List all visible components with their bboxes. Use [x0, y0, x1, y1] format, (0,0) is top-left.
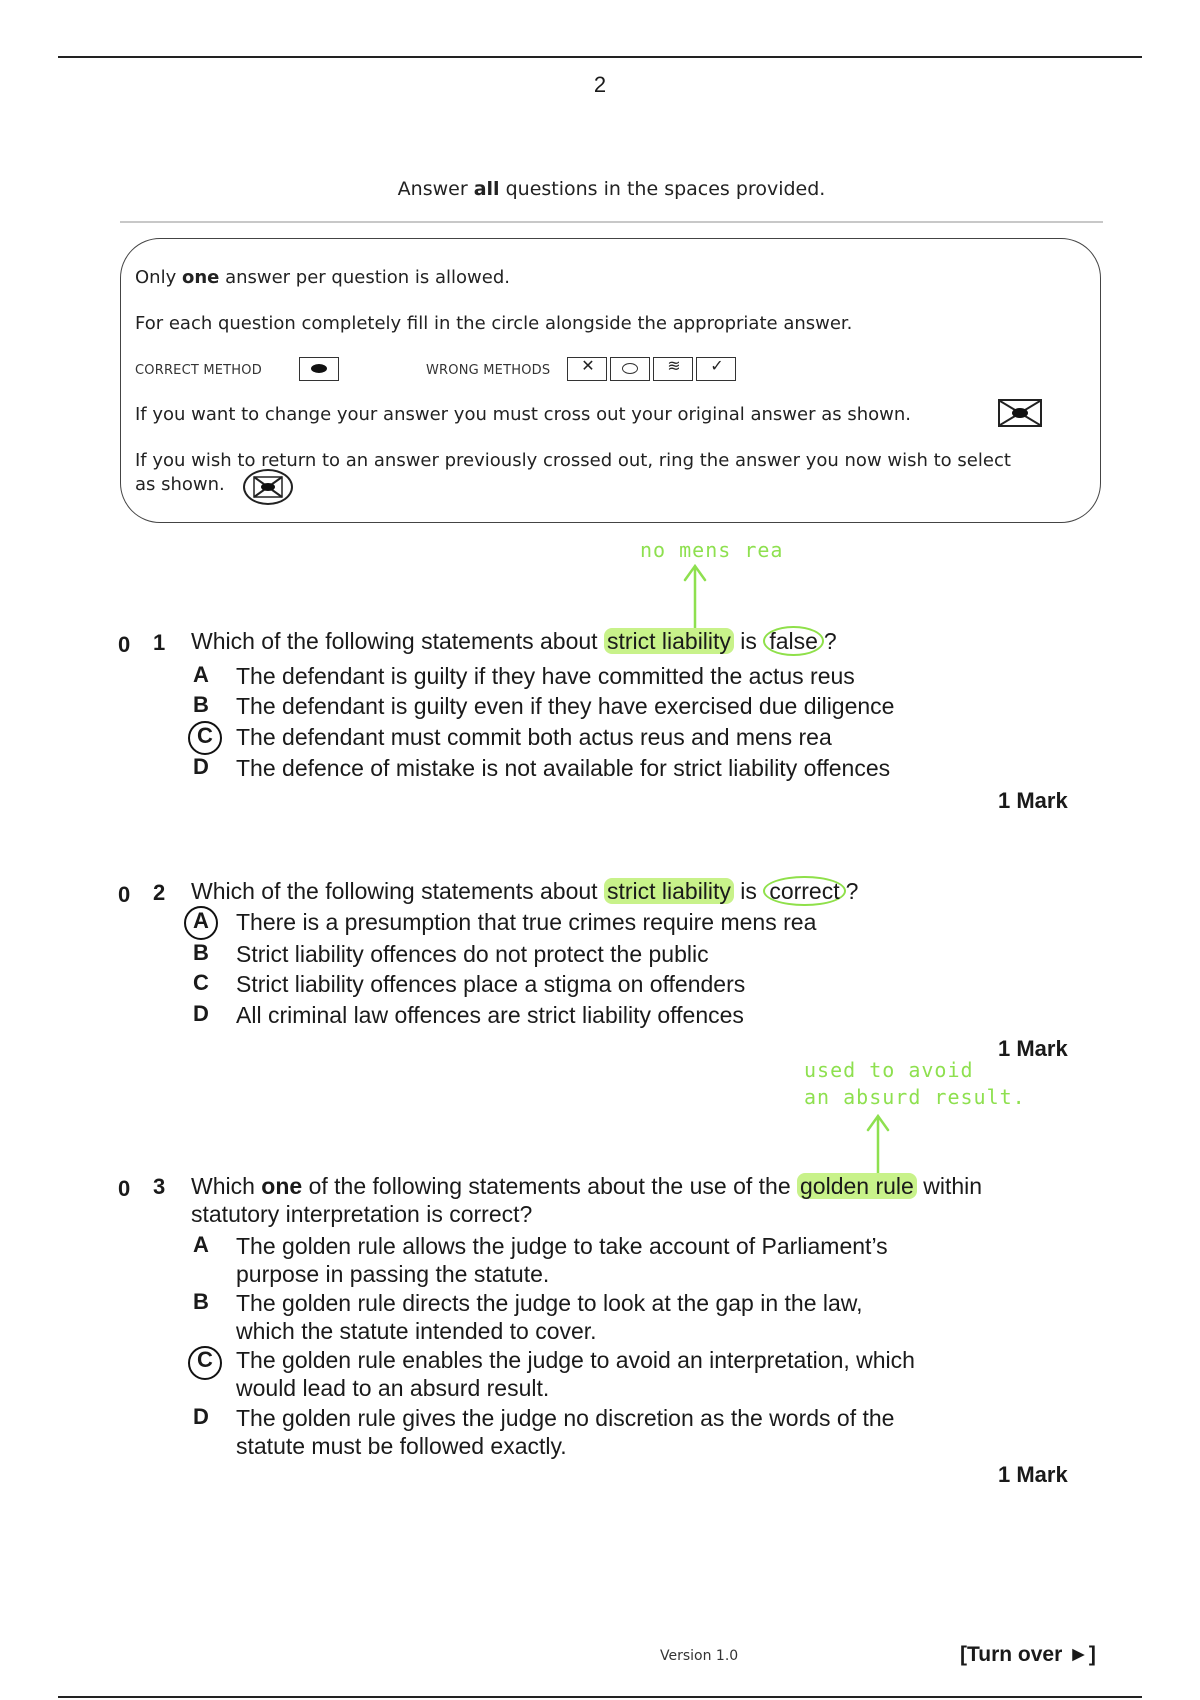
- q2-option-a-letter[interactable]: A: [193, 908, 209, 933]
- highlight-golden-rule: golden rule: [797, 1173, 917, 1199]
- highlight-strict-liability: strict liability: [604, 628, 734, 654]
- q3-option-b-letter[interactable]: B: [193, 1289, 209, 1314]
- q1-option-d-letter[interactable]: D: [193, 754, 209, 779]
- crossed-out-example: [998, 399, 1042, 427]
- q3-option-d-line2: statute must be followed exactly.: [236, 1433, 567, 1459]
- q1-option-b-text: The defendant is guilty even if they have exercised due diligence: [236, 693, 895, 719]
- q3-option-c-line2: would lead to an absurd result.: [236, 1375, 550, 1401]
- q3-option-a-line1: The golden rule allows the judge to take account of Parliament’s: [236, 1233, 888, 1259]
- q2-option-c-text: Strict liability offences place a stigma on offenders: [236, 971, 746, 997]
- ring-icon: [622, 363, 638, 374]
- q2-option-b-text: Strict liability offences do not protect the public: [236, 941, 709, 967]
- q1-mark: 1 Mark: [998, 788, 1068, 813]
- instruction-divider: [120, 221, 1103, 223]
- turn-over-label: [Turn over ►]: [960, 1643, 1096, 1666]
- highlight-strict-liability: strict liability: [604, 878, 734, 904]
- q1-option-c-text: The defendant must commit both actus reus and mens rea: [236, 724, 832, 750]
- q2-option-a-text: There is a presumption that true crimes require mens rea: [236, 909, 817, 935]
- ringed-word-false: false: [763, 626, 824, 656]
- scribble-icon: ≋: [667, 358, 681, 375]
- crossed-bubble-icon: [1000, 401, 1040, 425]
- filled-dot-icon: [311, 364, 327, 373]
- question-2-number-a: 0: [118, 882, 131, 907]
- top-rule: [58, 56, 1142, 58]
- q3-option-a-line2: purpose in passing the statute.: [236, 1261, 550, 1287]
- wrong-method-scribble-example: [653, 357, 693, 381]
- wrong-methods-label: WRONG METHODS: [426, 363, 551, 378]
- q3-option-c-letter[interactable]: C: [197, 1347, 213, 1372]
- q1-option-c-letter[interactable]: C: [197, 723, 213, 748]
- page-number: 2: [593, 72, 607, 97]
- question-2-text: Which of the following statements about strict liability is correct ?: [191, 878, 859, 904]
- ringed-word-correct: correct: [763, 876, 845, 906]
- cross-mark-icon: ✕: [581, 358, 595, 375]
- annotation-used-to-avoid: used to avoid: [804, 1058, 974, 1082]
- annotation-arrow-q1: [675, 562, 715, 637]
- annotation-arrow-q3: [858, 1112, 898, 1178]
- ringed-crossed-example: [243, 469, 293, 505]
- question-3-text: Which one of the following statements about the use of the golden rule within: [191, 1173, 983, 1199]
- question-3-number-a: 0: [118, 1176, 131, 1201]
- q3-option-b-line2: which the statute intended to cover.: [236, 1318, 597, 1344]
- wrong-method-dot-example: [610, 357, 650, 381]
- annotation-no-mens-rea: no mens rea: [640, 538, 784, 562]
- q2-option-d-letter[interactable]: D: [193, 1001, 209, 1026]
- fill-circle-rule: For each question completely fill in the circle alongside the appropriate answer.: [135, 313, 853, 334]
- q1-option-a-letter[interactable]: A: [193, 662, 209, 687]
- q3-option-c-line1: The golden rule enables the judge to avoid an interpretation, which: [236, 1347, 915, 1373]
- tick-mark-icon: ✓: [710, 358, 724, 375]
- q1-option-b-letter[interactable]: B: [193, 692, 209, 717]
- q2-option-b-letter[interactable]: B: [193, 940, 209, 965]
- question-2-number-b: 2: [153, 880, 166, 905]
- question-1-number-b: 1: [153, 630, 166, 655]
- q1-option-a-text: The defendant is guilty if they have committed the actus reus: [236, 663, 855, 689]
- wrong-method-cross-example: [567, 357, 607, 381]
- q3-option-d-line1: The golden rule gives the judge no discretion as the words of the: [236, 1405, 895, 1431]
- one-answer-rule: Only one answer per question is allowed.: [135, 267, 510, 288]
- change-answer-rule: If you want to change your answer you must cross out your original answer as shown.: [135, 404, 911, 425]
- instruction-box: [120, 238, 1101, 523]
- q2-option-c-letter[interactable]: C: [193, 970, 209, 995]
- question-3-text-line2: statutory interpretation is correct?: [191, 1201, 533, 1227]
- version-label: Version 1.0: [660, 1648, 739, 1664]
- q2-option-d-text: All criminal law offences are strict liability offences: [236, 1002, 744, 1028]
- q3-option-d-letter[interactable]: D: [193, 1404, 209, 1429]
- general-instruction: Answer all questions in the spaces provided.: [397, 178, 826, 200]
- return-answer-rule-line1: If you wish to return to an answer previously crossed out, ring the answer you now wish to select: [135, 450, 1011, 471]
- q3-mark: 1 Mark: [998, 1462, 1068, 1487]
- question-3-number-b: 3: [153, 1174, 166, 1199]
- q3-option-a-letter[interactable]: A: [193, 1232, 209, 1257]
- wrong-method-tick-example: [696, 357, 736, 381]
- q2-mark: 1 Mark: [998, 1036, 1068, 1061]
- return-answer-rule-line2: as shown.: [135, 474, 225, 495]
- correct-method-label: CORRECT METHOD: [135, 363, 262, 378]
- annotation-absurd-result: an absurd result.: [804, 1085, 1026, 1109]
- question-1-text: Which of the following statements about strict liability is false ?: [191, 628, 837, 654]
- correct-method-example: [299, 357, 339, 381]
- question-1-number-a: 0: [118, 632, 131, 657]
- q3-option-b-line1: The golden rule directs the judge to look at the gap in the law,: [236, 1290, 863, 1316]
- q1-option-d-text: The defence of mistake is not available for strict liability offences: [236, 755, 891, 781]
- ringed-crossed-bubble-icon: [245, 471, 291, 503]
- bottom-rule: [58, 1696, 1142, 1698]
